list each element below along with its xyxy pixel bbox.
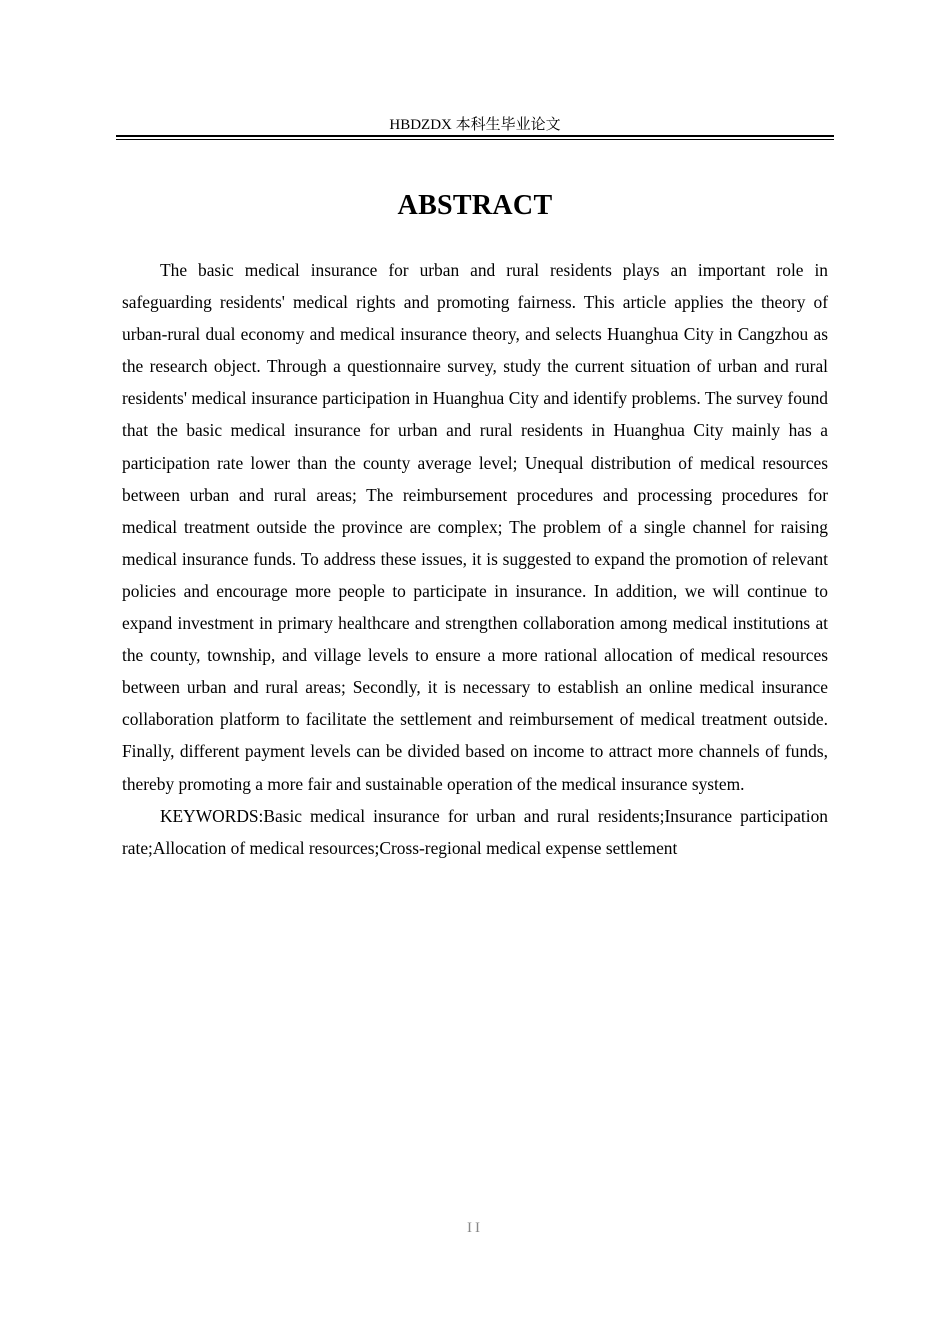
- keywords-paragraph: KEYWORDS:Basic medical insurance for urban and rural residents;Insurance participation rate;Allocation of medical resources;Cross-regional medical expense settlement: [122, 805, 828, 858]
- header-divider: [116, 135, 834, 140]
- abstract-heading: ABSTRACT: [397, 190, 553, 221]
- running-header: HBDZDX 本科生毕业论文: [389, 117, 561, 133]
- page-number: II: [467, 1220, 483, 1236]
- abstract-paragraph: The basic medical insurance for urban and rural residents plays an important role in safeguarding residents' medical rights and promoting fairness. This article applies the theory of urban-rural dual economy and medical insurance theory, and selects Huanghua City in Cangzhou as the research object. Through a questionnaire survey, study the current situation of urban and rural residents' medical insurance participation in Huanghua City and identify problems. The survey found that the basic medical insurance for urban and rural residents in Huanghua City mainly has a participation rate lower than the county average level; Unequal distribution of medical resources between urban and rural areas; The reimbursement procedures and processing procedures for medical treatment outside the province are complex; The problem of a single channel for raising medical insurance funds. To address these issues, it is suggested to expand the promotion of relevant policies and encourage more people to participate in insurance. In addition, we will continue to expand investment in primary healthcare and strengthen collaboration among medical institutions at the county, township, and village levels to ensure a more rational allocation of medical resources between urban and rural areas; Secondly, it is necessary to establish an online medical insurance collaboration platform to facilitate the settlement and reimbursement of medical treatment outside. Finally, different payment levels can be divided based on income to attract more channels of funds, thereby promoting a more fair and sustainable operation of the medical insurance system.: [122, 260, 828, 794]
- abstract-body: [122, 254, 828, 864]
